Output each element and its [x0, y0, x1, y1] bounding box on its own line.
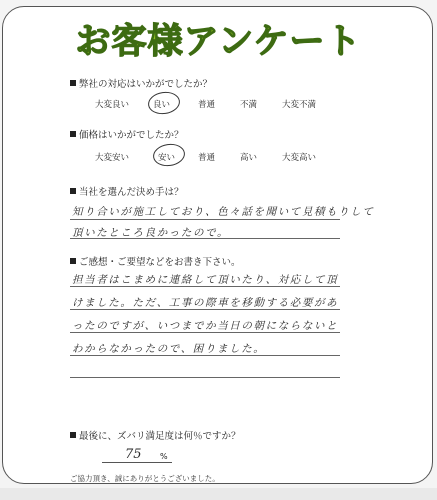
survey-title: お客様アンケート — [75, 22, 362, 62]
answer-rule — [70, 332, 340, 333]
answer-line: わからなかったので、困りました。 — [72, 343, 266, 355]
option-very-dissatisfied[interactable]: 大変不満 — [282, 100, 317, 110]
answer-rule — [70, 219, 340, 220]
answer-rule — [70, 309, 340, 310]
answer-rule — [70, 286, 340, 287]
satisfaction-unit: % — [160, 452, 168, 461]
question-price — [70, 127, 184, 141]
question-label: 当社を選んだ決め手は？ — [79, 187, 184, 198]
question-label: 価格はいかがでしたか？ — [79, 130, 184, 141]
option-very-expensive[interactable]: 大変高い — [282, 153, 317, 163]
page-bottom-band — [0, 488, 437, 500]
answer-line: けました。ただ、工事の際車を移動する必要があ — [72, 297, 339, 309]
answer-rule — [70, 238, 340, 239]
question-label: ご感想・ご要望などをお書き下さい。 — [79, 257, 241, 268]
option-dissatisfied[interactable]: 不満 — [240, 100, 258, 110]
question-label: 弊社の対応はいかがでしたか？ — [79, 79, 213, 90]
option-good[interactable]: 良い — [153, 100, 171, 110]
option-expensive[interactable]: 高い — [240, 153, 258, 163]
answer-line: ったのですが、いつまでか当日の朝にならないと — [72, 320, 339, 332]
thank-you-footer: ご協力頂き、誠にありがとうございました。 — [70, 474, 220, 483]
answer-line: 頂いたところ良かったので。 — [72, 227, 230, 239]
option-very-good[interactable]: 大変良い — [95, 100, 130, 110]
bullet-square-icon — [70, 258, 76, 264]
question-comments — [70, 254, 241, 268]
option-normal[interactable]: 普通 — [198, 100, 216, 110]
option-cheap[interactable]: 安い — [158, 153, 176, 163]
answer-line: 知り合いが施工しており、色々話を聞いて見積もりして — [72, 206, 375, 218]
answer-rule — [70, 377, 340, 378]
bullet-square-icon — [70, 131, 76, 137]
question-label: 最後に、ズバリ満足度は何％ですか？ — [79, 431, 241, 442]
answer-line: 担当者はこまめに連絡して頂いたり、対応して頂 — [72, 274, 339, 286]
question-service — [70, 76, 212, 90]
survey-card — [2, 6, 433, 484]
bullet-square-icon — [70, 80, 76, 86]
question-reason — [70, 184, 184, 198]
bullet-square-icon — [70, 432, 76, 438]
question-satisfaction — [70, 428, 241, 442]
option-normal[interactable]: 普通 — [198, 153, 216, 163]
option-very-cheap[interactable]: 大変安い — [95, 153, 130, 163]
satisfaction-underline — [102, 462, 172, 463]
satisfaction-value: 75 — [125, 447, 142, 462]
bullet-square-icon — [70, 188, 76, 194]
answer-rule — [70, 355, 340, 356]
